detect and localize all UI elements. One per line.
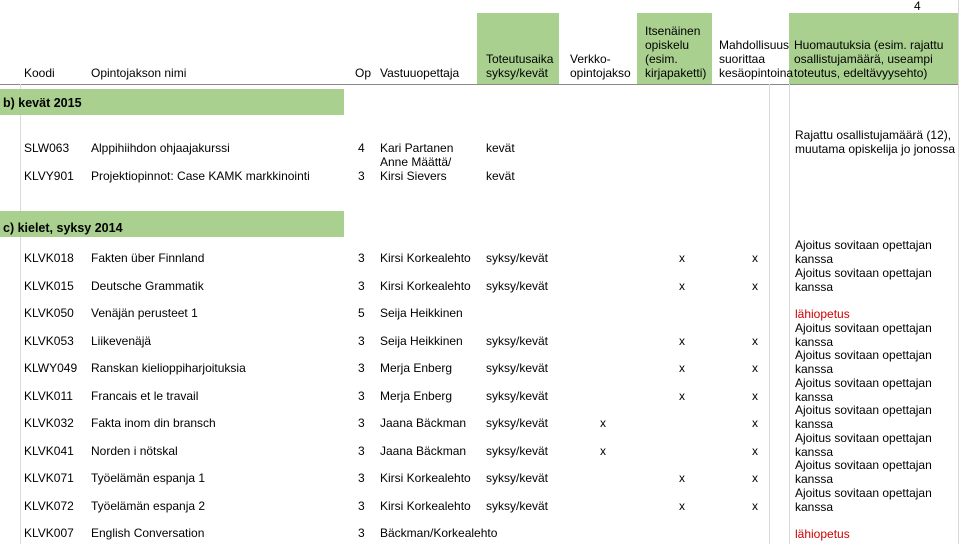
note: Ajoitus sovitaan opettajan kanssa: [795, 238, 932, 266]
responsible-teacher: Jaana Bäckman: [380, 443, 467, 458]
credits: 3: [358, 169, 365, 183]
responsible-teacher: Merja Enberg: [380, 361, 453, 375]
responsible-teacher: Kirsi Korkealehto: [380, 278, 471, 293]
header-vastuu: Vastuuopettaja: [380, 66, 460, 80]
course-name: Ranskan kielioppiharjoituksia: [91, 361, 246, 375]
table-row: [0, 267, 959, 295]
summer-mark: x: [752, 361, 758, 375]
independent-mark: x: [679, 251, 685, 265]
course-code: KLVK072: [24, 498, 74, 513]
timing: syksy/kevät: [486, 333, 549, 348]
timing: syksy/kevät: [486, 388, 549, 403]
summer-mark: x: [752, 443, 758, 458]
table-row: [0, 349, 959, 377]
course-name: English Conversation: [91, 526, 205, 540]
note: lähiopetus: [795, 307, 850, 321]
responsible-teacher: Kari Partanen: [380, 141, 454, 155]
course-code: KLVK071: [24, 471, 74, 485]
table-row: [0, 294, 959, 322]
course-code: KLVK053: [24, 333, 74, 348]
independent-mark: x: [679, 388, 685, 403]
table-row: [0, 432, 959, 460]
summer-mark: x: [752, 498, 758, 513]
note: Ajoitus sovitaan opettajan kanssa: [795, 320, 932, 349]
credits: 3: [358, 416, 365, 430]
responsible-teacher: Anne Määttä/ Kirsi Sievers: [380, 155, 452, 183]
responsible-teacher: Kirsi Korkealehto: [380, 251, 471, 265]
responsible-teacher: Merja Enberg: [380, 388, 453, 403]
credits: 3: [358, 443, 365, 458]
credits: 5: [358, 306, 365, 320]
course-name: Norden i nötskal: [91, 443, 178, 458]
header-nimi: Opintojakson nimi: [91, 66, 187, 80]
responsible-teacher: Kirsi Korkealehto: [380, 498, 471, 513]
table-row: [0, 514, 959, 542]
course-name: Työelämän espanja 1: [91, 471, 206, 485]
independent-mark: x: [679, 278, 685, 293]
credits: 3: [358, 361, 365, 375]
credits: 3: [358, 388, 365, 403]
course-name: Projektiopinnot: Case KAMK markkinointi: [91, 169, 310, 183]
timing: syksy/kevät: [486, 361, 549, 375]
note: Ajoitus sovitaan opettajan kanssa: [795, 265, 932, 294]
responsible-teacher: Jaana Bäckman: [380, 416, 467, 430]
responsible-teacher: Bäckman/Korkealehto: [380, 526, 498, 540]
summer-mark: x: [752, 416, 758, 430]
online-mark: x: [600, 443, 606, 458]
note: Rajattu osallistujamäärä (12), muutama opiskelija jo jonossa: [795, 128, 956, 156]
course-name: Francais et le travail: [91, 388, 199, 403]
note: Ajoitus sovitaan opettajan kanssa: [795, 430, 932, 459]
responsible-teacher: Seija Heikkinen: [380, 306, 463, 320]
summer-mark: x: [752, 278, 758, 293]
online-mark: x: [600, 416, 606, 430]
header-huomautuksia: Huomautuksia (esim. rajattu osallistujamäärä, useampi toteutus, edeltävyysehto): [794, 38, 944, 80]
credits: 4: [358, 141, 365, 155]
course-code: KLVY901: [24, 169, 74, 183]
header-toteutus: Toteutusaika syksy/kevät: [486, 52, 554, 80]
timing: syksy/kevät: [486, 443, 549, 458]
note: Ajoitus sovitaan opettajan kanssa: [795, 485, 932, 514]
timing: kevät: [486, 141, 515, 155]
responsible-teacher: Kirsi Korkealehto: [380, 471, 471, 485]
summer-mark: x: [752, 388, 758, 403]
table-row: [0, 129, 959, 157]
credits: 3: [358, 498, 365, 513]
timing: syksy/kevät: [486, 278, 549, 293]
course-code: SLW063: [24, 141, 70, 155]
independent-mark: x: [679, 361, 685, 375]
course-code: KLVK050: [24, 306, 74, 320]
course-code: KLVK007: [24, 526, 74, 540]
table-row: [0, 239, 959, 267]
course-name: Liikevenäjä: [91, 333, 152, 348]
independent-mark: x: [679, 498, 685, 513]
header-itsenainen: Itsenäinen opiskelu (esim. kirjapaketti): [645, 24, 707, 80]
table-row: [0, 487, 959, 515]
table-row: [0, 404, 959, 432]
note: Ajoitus sovitaan opettajan kanssa: [795, 403, 932, 431]
course-name: Fakten über Finnland: [91, 251, 205, 265]
section-b-title: b) kevät 2015: [3, 96, 82, 110]
summer-mark: x: [752, 471, 758, 485]
credits: 3: [358, 471, 365, 485]
independent-mark: x: [679, 471, 685, 485]
header-verkko: Verkko- opintojakso: [570, 52, 631, 80]
section-c-title: c) kielet, syksy 2014: [3, 221, 123, 235]
header-op: Op: [355, 66, 372, 80]
table-header: [0, 13, 959, 84]
credits: 3: [358, 278, 365, 293]
note: Ajoitus sovitaan opettajan kanssa: [795, 375, 932, 404]
timing: kevät: [486, 169, 515, 183]
course-name: Alppihiihdon ohjaajakurssi: [91, 141, 230, 155]
independent-mark: x: [679, 333, 685, 348]
header-divider: [0, 84, 959, 85]
summer-mark: x: [752, 333, 758, 348]
course-code: KLVK011: [24, 388, 73, 403]
course-name: Työelämän espanja 2: [91, 498, 206, 513]
header-koodi: Koodi: [24, 66, 55, 80]
timing: syksy/kevät: [486, 471, 549, 485]
table-row: [0, 377, 959, 405]
course-name: Deutsche Grammatik: [91, 278, 204, 293]
credits: 3: [358, 333, 365, 348]
course-code: KLVK041: [24, 443, 74, 458]
course-code: KLVK018: [24, 251, 74, 265]
summer-mark: x: [752, 251, 758, 265]
credits: 3: [358, 251, 365, 265]
timing: syksy/kevät: [486, 251, 549, 265]
note: Ajoitus sovitaan opettajan kanssa: [795, 458, 932, 486]
course-code: KLVK032: [24, 416, 74, 430]
header-mahdollisuus: Mahdollisuus suorittaa kesäopintoina: [719, 38, 794, 80]
course-name: Venäjän perusteet 1: [91, 306, 198, 320]
course-name: Fakta inom din bransch: [91, 416, 216, 430]
responsible-teacher: Seija Heikkinen: [380, 333, 463, 348]
timing: syksy/kevät: [486, 416, 549, 430]
table-row: [0, 322, 959, 350]
table-row: [0, 459, 959, 487]
note: lähiopetus: [795, 527, 850, 541]
course-code: KLVK015: [24, 278, 74, 293]
timing: syksy/kevät: [486, 498, 549, 513]
course-code: KLWY049: [24, 361, 78, 375]
table-row: [0, 157, 959, 185]
credits: 3: [358, 526, 365, 540]
note: Ajoitus sovitaan opettajan kanssa: [795, 348, 932, 376]
page-number: 4: [914, 0, 921, 13]
